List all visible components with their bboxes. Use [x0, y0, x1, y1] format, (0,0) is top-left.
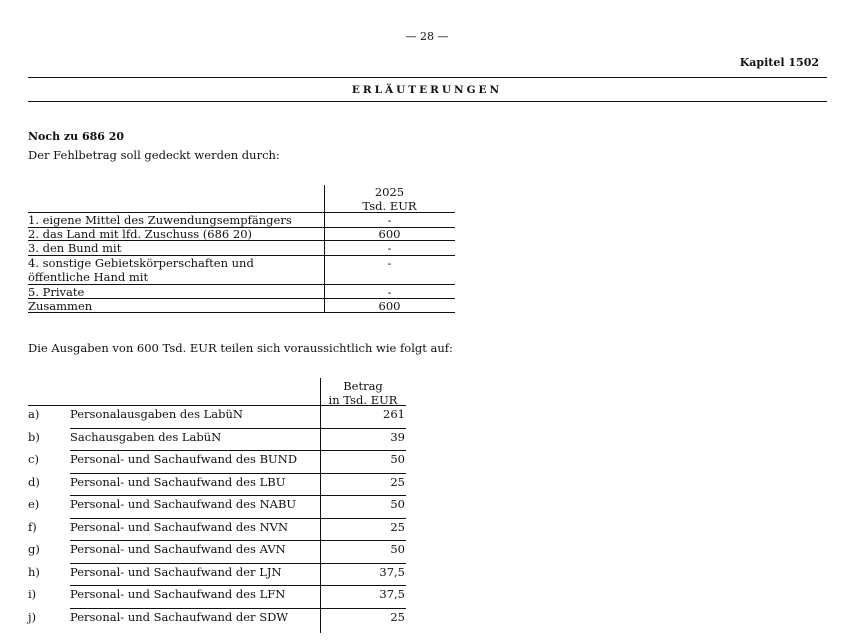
expense-letter: h)	[28, 565, 40, 579]
expense-description: Personal- und Sachaufwand der SDW	[70, 610, 289, 624]
expense-row-rule	[70, 428, 406, 429]
title-rule	[28, 101, 827, 102]
expense-amount: 37,5	[379, 565, 405, 579]
funding-col-year: 2025	[374, 185, 405, 199]
funding-row-value: 600	[378, 299, 401, 313]
funding-row-label: 4. sonstige Gebietskörperschaften und öffentliche Hand mit	[28, 256, 254, 284]
expense-amount: 50	[390, 452, 405, 466]
expenses-col-header-2: in Tsd. EUR	[328, 393, 398, 407]
expense-amount: 261	[383, 407, 405, 421]
expense-row-rule	[70, 540, 406, 541]
expense-description: Personal- und Sachaufwand des LBU	[70, 475, 286, 489]
funding-row-label: Zusammen	[28, 299, 93, 313]
section-heading: Noch zu 686 20	[28, 130, 125, 143]
expense-letter: i)	[28, 587, 37, 601]
expenses-col-header-1: Betrag	[343, 379, 383, 393]
expense-letter: e)	[28, 497, 40, 511]
expense-amount: 25	[390, 475, 405, 489]
expense-description: Personal- und Sachaufwand des NVN	[70, 520, 289, 534]
page-number: — 28 —	[405, 30, 449, 43]
funding-row	[28, 241, 455, 256]
funding-row-label: 2. das Land mit lfd. Zuschuss (686 20)	[28, 227, 253, 241]
funding-row	[28, 227, 455, 241]
expense-row-rule	[70, 518, 406, 519]
funding-row-value: -	[387, 285, 392, 299]
expense-letter: c)	[28, 452, 39, 466]
expense-description: Sachausgaben des LabüN	[70, 430, 222, 444]
expense-description: Personal- und Sachaufwand des BUND	[70, 452, 298, 466]
expense-amount: 25	[390, 520, 405, 534]
expense-row-rule	[70, 450, 406, 451]
funding-row	[28, 256, 455, 285]
expense-row-rule	[70, 563, 406, 564]
expense-amount: 39	[390, 430, 405, 444]
funding-row-total	[28, 299, 455, 313]
expense-letter: f)	[28, 520, 37, 534]
top-rule	[28, 77, 827, 78]
funding-row-value: -	[387, 241, 392, 255]
intro-text: Der Fehlbetrag soll gedeckt werden durch:	[28, 148, 280, 162]
funding-row-label: 5. Private	[28, 285, 85, 299]
expense-description: Personal- und Sachaufwand des LFN	[70, 587, 286, 601]
chapter-label: Kapitel 1502	[739, 56, 819, 69]
funding-row-value: -	[387, 256, 392, 270]
expense-row-rule	[70, 608, 406, 609]
expense-description: Personal- und Sachaufwand des AVN	[70, 542, 286, 556]
funding-col-unit: Tsd. EUR	[362, 199, 417, 213]
expense-letter: j)	[28, 610, 37, 624]
expenses-header-rule	[28, 405, 406, 406]
funding-row	[28, 212, 455, 228]
expenses-intro: Die Ausgaben von 600 Tsd. EUR teilen sich voraussichtlich wie folgt auf:	[28, 341, 453, 355]
expense-letter: g)	[28, 542, 40, 556]
expense-description: Personalausgaben des LabüN	[70, 407, 243, 421]
expense-amount: 37,5	[379, 587, 405, 601]
expense-letter: b)	[28, 430, 40, 444]
expense-amount: 50	[390, 542, 405, 556]
expense-letter: d)	[28, 475, 40, 489]
expense-amount: 25	[390, 610, 405, 624]
funding-row-label: 3. den Bund mit	[28, 241, 122, 255]
expenses-table	[28, 378, 408, 633]
funding-row	[28, 285, 455, 299]
section-title: ERLÄUTERUNGEN	[351, 84, 503, 96]
funding-row-value: 600	[378, 227, 401, 241]
funding-table	[28, 185, 455, 313]
expense-row-rule	[70, 585, 406, 586]
expense-description: Personal- und Sachaufwand der LJN	[70, 565, 282, 579]
funding-row-label: 1. eigene Mittel des Zuwendungsempfängers	[28, 213, 292, 227]
expense-letter: a)	[28, 407, 40, 421]
expense-description: Personal- und Sachaufwand des NABU	[70, 497, 297, 511]
expense-row-rule	[70, 473, 406, 474]
expense-row-rule	[70, 495, 406, 496]
funding-row-value: -	[387, 213, 392, 227]
expense-amount: 50	[390, 497, 405, 511]
